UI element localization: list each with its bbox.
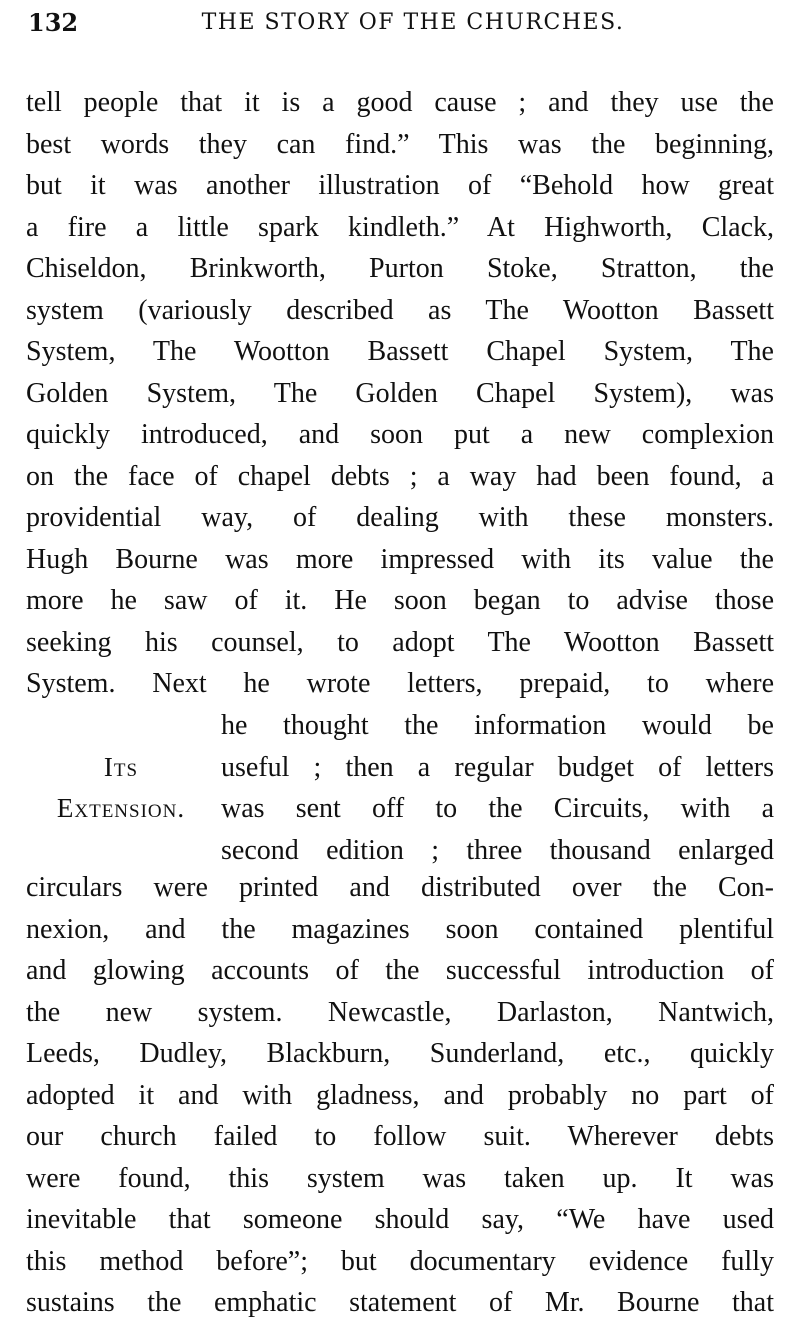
text-line: were found, this system was taken up. It was: [26, 1162, 774, 1194]
text-line: this method before”; but documentary evidence fully: [26, 1245, 774, 1277]
sidenote-section: [26, 705, 774, 871]
indented-text-line: he thought the information would be: [221, 710, 774, 741]
text-line: quickly introduced, and soon put a new complexion: [26, 419, 774, 450]
sidenote-label-its: Its: [103, 751, 139, 782]
indented-text-line: useful ; then a regular budget of letters: [221, 751, 774, 783]
running-head: THE STORY OF THE CHURCHES.: [201, 10, 625, 35]
indented-text-line: second edition ; three thousand enlarged: [221, 834, 774, 866]
text-line: tell people that it is a good cause ; and they use the: [26, 87, 774, 118]
text-line: our church failed to follow suit. Wherever debts: [26, 1121, 774, 1152]
text-line: Chiseldon, Brinkworth, Purton Stoke, Stratton, the: [26, 253, 774, 284]
text-line: providential way, of dealing with these monsters.: [26, 502, 774, 533]
sidenote-label-extension: Extension.: [56, 793, 186, 823]
text-line: more he saw of it. He soon began to advise those: [26, 585, 774, 616]
text-line: system (variously described as The Wootton Bassett: [26, 294, 774, 326]
indented-text: [221, 705, 774, 871]
text-line: System, The Wootton Bassett Chapel System, The: [26, 336, 774, 367]
main-text-bottom: [26, 867, 774, 1324]
text-line: seeking his counsel, to adopt The Wootton Bassett: [26, 626, 774, 658]
text-line: the new system. Newcastle, Darlaston, Nantwich,: [26, 996, 774, 1028]
text-line: and glowing accounts of the successful introduction of: [26, 955, 774, 986]
page-number: 132: [28, 8, 79, 37]
text-line: sustains the emphatic statement of Mr. Bourne that: [26, 1287, 774, 1318]
text-line: Leeds, Dudley, Blackburn, Sunderland, etc., quickly: [26, 1038, 774, 1069]
text-line: nexion, and the magazines soon contained plentiful: [26, 913, 774, 945]
text-line: but it was another illustration of “Behold how great: [26, 170, 774, 201]
main-text-top: [26, 82, 774, 705]
text-line: Hugh Bourne was more impressed with its value the: [26, 543, 774, 575]
text-line: adopted it and with gladness, and probably no part of: [26, 1079, 774, 1111]
indented-text-line: was sent off to the Circuits, with a: [221, 793, 774, 824]
text-line: System. Next he wrote letters, prepaid, to where: [26, 668, 774, 699]
page-header: [28, 6, 772, 40]
text-line: best words they can find.” This was the beginning,: [26, 128, 774, 160]
text-line: inevitable that someone should say, “We have used: [26, 1204, 774, 1235]
text-line: circulars were printed and distributed over the Con-: [26, 872, 774, 903]
text-line: Golden System, The Golden Chapel System), was: [26, 377, 774, 409]
text-line: a fire a little spark kindleth.” At Highworth, Clack,: [26, 211, 774, 243]
text-line: on the face of chapel debts ; a way had been found, a: [26, 460, 774, 492]
